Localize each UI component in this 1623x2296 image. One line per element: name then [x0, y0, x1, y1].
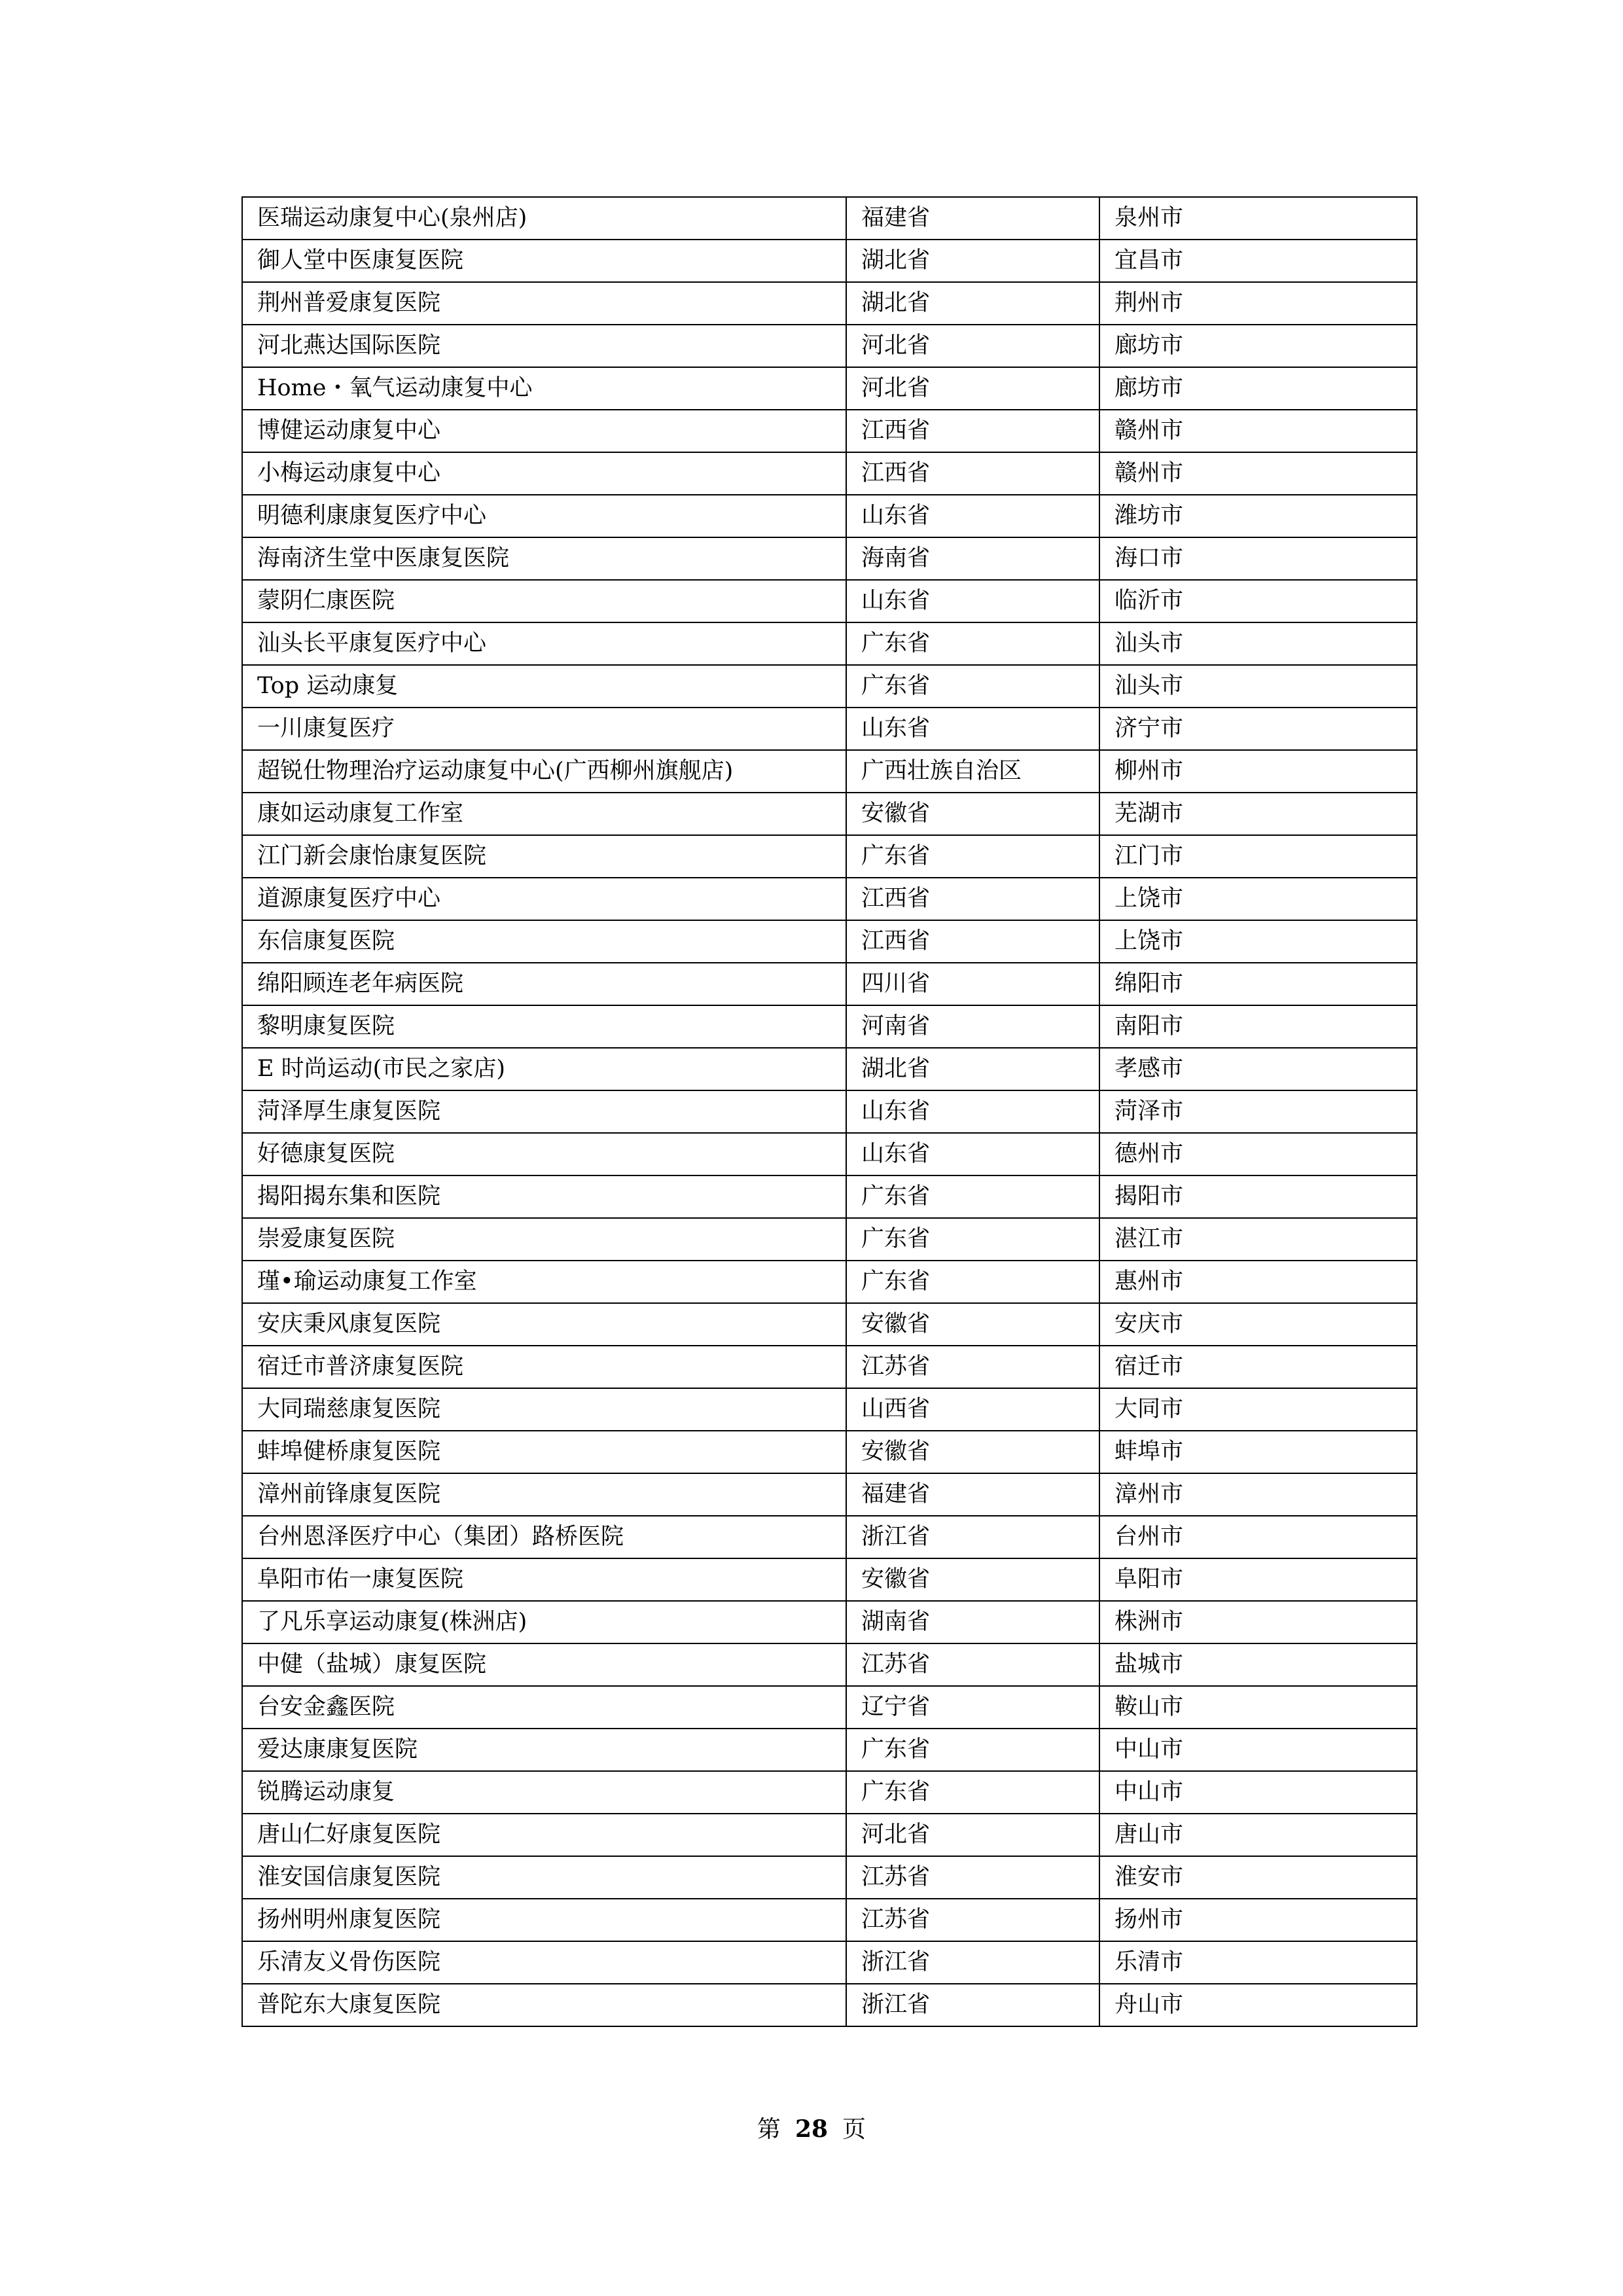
- cell-name: 淮安国信康复医院: [242, 1856, 846, 1899]
- cell-name: 医瑞运动康复中心(泉州店): [242, 197, 846, 240]
- cell-city: 惠州市: [1099, 1261, 1417, 1303]
- cell-name: Top 运动康复: [242, 665, 846, 708]
- cell-province: 福建省: [846, 197, 1099, 240]
- cell-city: 汕头市: [1099, 665, 1417, 708]
- cell-city: 江门市: [1099, 835, 1417, 878]
- cell-province: 江西省: [846, 878, 1099, 920]
- cell-name: 河北燕达国际医院: [242, 325, 846, 367]
- table-row: [242, 410, 1417, 452]
- cell-city: 盐城市: [1099, 1643, 1417, 1686]
- table-row: [242, 240, 1417, 282]
- cell-city: 南阳市: [1099, 1005, 1417, 1048]
- cell-name: 博健运动康复中心: [242, 410, 846, 452]
- cell-city: 廊坊市: [1099, 367, 1417, 410]
- cell-province: 山东省: [846, 1090, 1099, 1133]
- table-row: [242, 665, 1417, 708]
- cell-name: 崇爱康复医院: [242, 1218, 846, 1261]
- table-row: [242, 1175, 1417, 1218]
- cell-city: 安庆市: [1099, 1303, 1417, 1346]
- cell-province: 山东省: [846, 580, 1099, 622]
- cell-city: 汕头市: [1099, 622, 1417, 665]
- cell-province: 山东省: [846, 708, 1099, 750]
- cell-name: 台安金鑫医院: [242, 1686, 846, 1729]
- cell-name: 菏泽厚生康复医院: [242, 1090, 846, 1133]
- cell-city: 宿迁市: [1099, 1346, 1417, 1388]
- cell-city: 芜湖市: [1099, 793, 1417, 835]
- cell-province: 江西省: [846, 920, 1099, 963]
- cell-name: 大同瑞慈康复医院: [242, 1388, 846, 1431]
- hospital-table-body: [242, 197, 1417, 2026]
- cell-name: 普陀东大康复医院: [242, 1984, 846, 2026]
- cell-name: 扬州明州康复医院: [242, 1899, 846, 1941]
- cell-province: 广东省: [846, 1218, 1099, 1261]
- cell-city: 株洲市: [1099, 1601, 1417, 1643]
- cell-province: 江苏省: [846, 1899, 1099, 1941]
- cell-province: 辽宁省: [846, 1686, 1099, 1729]
- cell-province: 安徽省: [846, 1558, 1099, 1601]
- table-row: [242, 1686, 1417, 1729]
- cell-name: 了凡乐享运动康复(株洲店): [242, 1601, 846, 1643]
- cell-city: 菏泽市: [1099, 1090, 1417, 1133]
- cell-province: 广东省: [846, 1175, 1099, 1218]
- cell-name: 道源康复医疗中心: [242, 878, 846, 920]
- table-row: [242, 1261, 1417, 1303]
- cell-name: 一川康复医疗: [242, 708, 846, 750]
- cell-city: 上饶市: [1099, 878, 1417, 920]
- cell-province: 海南省: [846, 537, 1099, 580]
- table-row: [242, 197, 1417, 240]
- cell-city: 乐清市: [1099, 1941, 1417, 1984]
- cell-city: 临沂市: [1099, 580, 1417, 622]
- table-row: [242, 963, 1417, 1005]
- cell-province: 江苏省: [846, 1346, 1099, 1388]
- table-row: [242, 1643, 1417, 1686]
- table-row: [242, 325, 1417, 367]
- cell-name: 小梅运动康复中心: [242, 452, 846, 495]
- cell-name: 绵阳顾连老年病医院: [242, 963, 846, 1005]
- cell-province: 安徽省: [846, 1303, 1099, 1346]
- cell-city: 廊坊市: [1099, 325, 1417, 367]
- cell-name: 安庆秉风康复医院: [242, 1303, 846, 1346]
- cell-city: 荆州市: [1099, 282, 1417, 325]
- page-footer: [0, 2113, 1623, 2146]
- cell-province: 湖南省: [846, 1601, 1099, 1643]
- cell-name: 汕头长平康复医疗中心: [242, 622, 846, 665]
- table-row: [242, 1431, 1417, 1473]
- table-row: [242, 622, 1417, 665]
- cell-name: 明德利康康复医疗中心: [242, 495, 846, 537]
- table-row: [242, 920, 1417, 963]
- cell-province: 广东省: [846, 622, 1099, 665]
- cell-name: Home・氧气运动康复中心: [242, 367, 846, 410]
- cell-province: 河北省: [846, 367, 1099, 410]
- cell-city: 海口市: [1099, 537, 1417, 580]
- cell-province: 湖北省: [846, 1048, 1099, 1090]
- page-number: 28: [794, 2115, 829, 2143]
- cell-name: 宿迁市普济康复医院: [242, 1346, 846, 1388]
- cell-province: 湖北省: [846, 240, 1099, 282]
- cell-province: 安徽省: [846, 1431, 1099, 1473]
- cell-name: 阜阳市佑一康复医院: [242, 1558, 846, 1601]
- table-row: [242, 282, 1417, 325]
- table-row: [242, 878, 1417, 920]
- cell-city: 泉州市: [1099, 197, 1417, 240]
- cell-province: 广东省: [846, 665, 1099, 708]
- cell-city: 唐山市: [1099, 1814, 1417, 1856]
- table-row: [242, 750, 1417, 793]
- cell-name: 荆州普爱康复医院: [242, 282, 846, 325]
- cell-province: 福建省: [846, 1473, 1099, 1516]
- cell-city: 揭阳市: [1099, 1175, 1417, 1218]
- table-row: [242, 580, 1417, 622]
- table-row: [242, 1558, 1417, 1601]
- cell-province: 安徽省: [846, 793, 1099, 835]
- cell-province: 河南省: [846, 1005, 1099, 1048]
- table-row: [242, 1941, 1417, 1984]
- cell-name: 东信康复医院: [242, 920, 846, 963]
- cell-province: 山西省: [846, 1388, 1099, 1431]
- table-row: [242, 1473, 1417, 1516]
- cell-province: 湖北省: [846, 282, 1099, 325]
- table-row: [242, 708, 1417, 750]
- table-row: [242, 1814, 1417, 1856]
- hospital-table: [241, 196, 1418, 2027]
- cell-province: 广西壮族自治区: [846, 750, 1099, 793]
- cell-province: 广东省: [846, 1729, 1099, 1771]
- table-row: [242, 1303, 1417, 1346]
- cell-city: 绵阳市: [1099, 963, 1417, 1005]
- cell-city: 济宁市: [1099, 708, 1417, 750]
- cell-city: 扬州市: [1099, 1899, 1417, 1941]
- cell-province: 广东省: [846, 1261, 1099, 1303]
- cell-province: 江苏省: [846, 1856, 1099, 1899]
- table-row: [242, 1048, 1417, 1090]
- cell-name: 爱达康康复医院: [242, 1729, 846, 1771]
- cell-province: 河北省: [846, 325, 1099, 367]
- page-footer-prefix: 第: [757, 2116, 781, 2143]
- cell-name: 超锐仕物理治疗运动康复中心(广西柳州旗舰店): [242, 750, 846, 793]
- table-row: [242, 1601, 1417, 1643]
- cell-province: 山东省: [846, 495, 1099, 537]
- table-row: [242, 1388, 1417, 1431]
- cell-name: E 时尚运动(市民之家店): [242, 1048, 846, 1090]
- cell-city: 上饶市: [1099, 920, 1417, 963]
- table-row: [242, 1005, 1417, 1048]
- table-row: [242, 1090, 1417, 1133]
- cell-city: 孝感市: [1099, 1048, 1417, 1090]
- cell-city: 漳州市: [1099, 1473, 1417, 1516]
- table-row: [242, 1729, 1417, 1771]
- cell-province: 江苏省: [846, 1643, 1099, 1686]
- cell-city: 赣州市: [1099, 410, 1417, 452]
- table-row: [242, 1133, 1417, 1175]
- cell-province: 江西省: [846, 452, 1099, 495]
- page-footer-suffix: 页: [842, 2116, 866, 2143]
- cell-name: 唐山仁好康复医院: [242, 1814, 846, 1856]
- cell-city: 柳州市: [1099, 750, 1417, 793]
- table-row: [242, 537, 1417, 580]
- cell-name: 蚌埠健桥康复医院: [242, 1431, 846, 1473]
- cell-city: 中山市: [1099, 1771, 1417, 1814]
- cell-city: 舟山市: [1099, 1984, 1417, 2026]
- table-row: [242, 793, 1417, 835]
- cell-city: 湛江市: [1099, 1218, 1417, 1261]
- cell-city: 阜阳市: [1099, 1558, 1417, 1601]
- table-row: [242, 1899, 1417, 1941]
- cell-name: 御人堂中医康复医院: [242, 240, 846, 282]
- table-row: [242, 1984, 1417, 2026]
- cell-province: 浙江省: [846, 1941, 1099, 1984]
- cell-name: 康如运动康复工作室: [242, 793, 846, 835]
- table-row: [242, 1856, 1417, 1899]
- cell-city: 蚌埠市: [1099, 1431, 1417, 1473]
- cell-name: 漳州前锋康复医院: [242, 1473, 846, 1516]
- cell-name: 海南济生堂中医康复医院: [242, 537, 846, 580]
- cell-name: 中健（盐城）康复医院: [242, 1643, 846, 1686]
- cell-name: 瑾•瑜运动康复工作室: [242, 1261, 846, 1303]
- cell-city: 鞍山市: [1099, 1686, 1417, 1729]
- cell-name: 蒙阴仁康医院: [242, 580, 846, 622]
- table-row: [242, 495, 1417, 537]
- cell-city: 赣州市: [1099, 452, 1417, 495]
- table-row: [242, 1771, 1417, 1814]
- cell-name: 揭阳揭东集和医院: [242, 1175, 846, 1218]
- cell-name: 锐腾运动康复: [242, 1771, 846, 1814]
- table-row: [242, 1516, 1417, 1558]
- cell-city: 德州市: [1099, 1133, 1417, 1175]
- cell-province: 广东省: [846, 835, 1099, 878]
- cell-city: 淮安市: [1099, 1856, 1417, 1899]
- cell-name: 黎明康复医院: [242, 1005, 846, 1048]
- cell-province: 山东省: [846, 1133, 1099, 1175]
- table-row: [242, 835, 1417, 878]
- cell-province: 浙江省: [846, 1984, 1099, 2026]
- table-row: [242, 1346, 1417, 1388]
- cell-name: 江门新会康怡康复医院: [242, 835, 846, 878]
- cell-city: 大同市: [1099, 1388, 1417, 1431]
- table-row: [242, 1218, 1417, 1261]
- cell-city: 潍坊市: [1099, 495, 1417, 537]
- cell-name: 好德康复医院: [242, 1133, 846, 1175]
- cell-province: 广东省: [846, 1771, 1099, 1814]
- cell-name: 台州恩泽医疗中心（集团）路桥医院: [242, 1516, 846, 1558]
- cell-city: 宜昌市: [1099, 240, 1417, 282]
- cell-province: 江西省: [846, 410, 1099, 452]
- table-row: [242, 452, 1417, 495]
- cell-province: 河北省: [846, 1814, 1099, 1856]
- cell-province: 四川省: [846, 963, 1099, 1005]
- cell-city: 中山市: [1099, 1729, 1417, 1771]
- cell-city: 台州市: [1099, 1516, 1417, 1558]
- cell-name: 乐清友义骨伤医院: [242, 1941, 846, 1984]
- table-row: [242, 367, 1417, 410]
- cell-province: 浙江省: [846, 1516, 1099, 1558]
